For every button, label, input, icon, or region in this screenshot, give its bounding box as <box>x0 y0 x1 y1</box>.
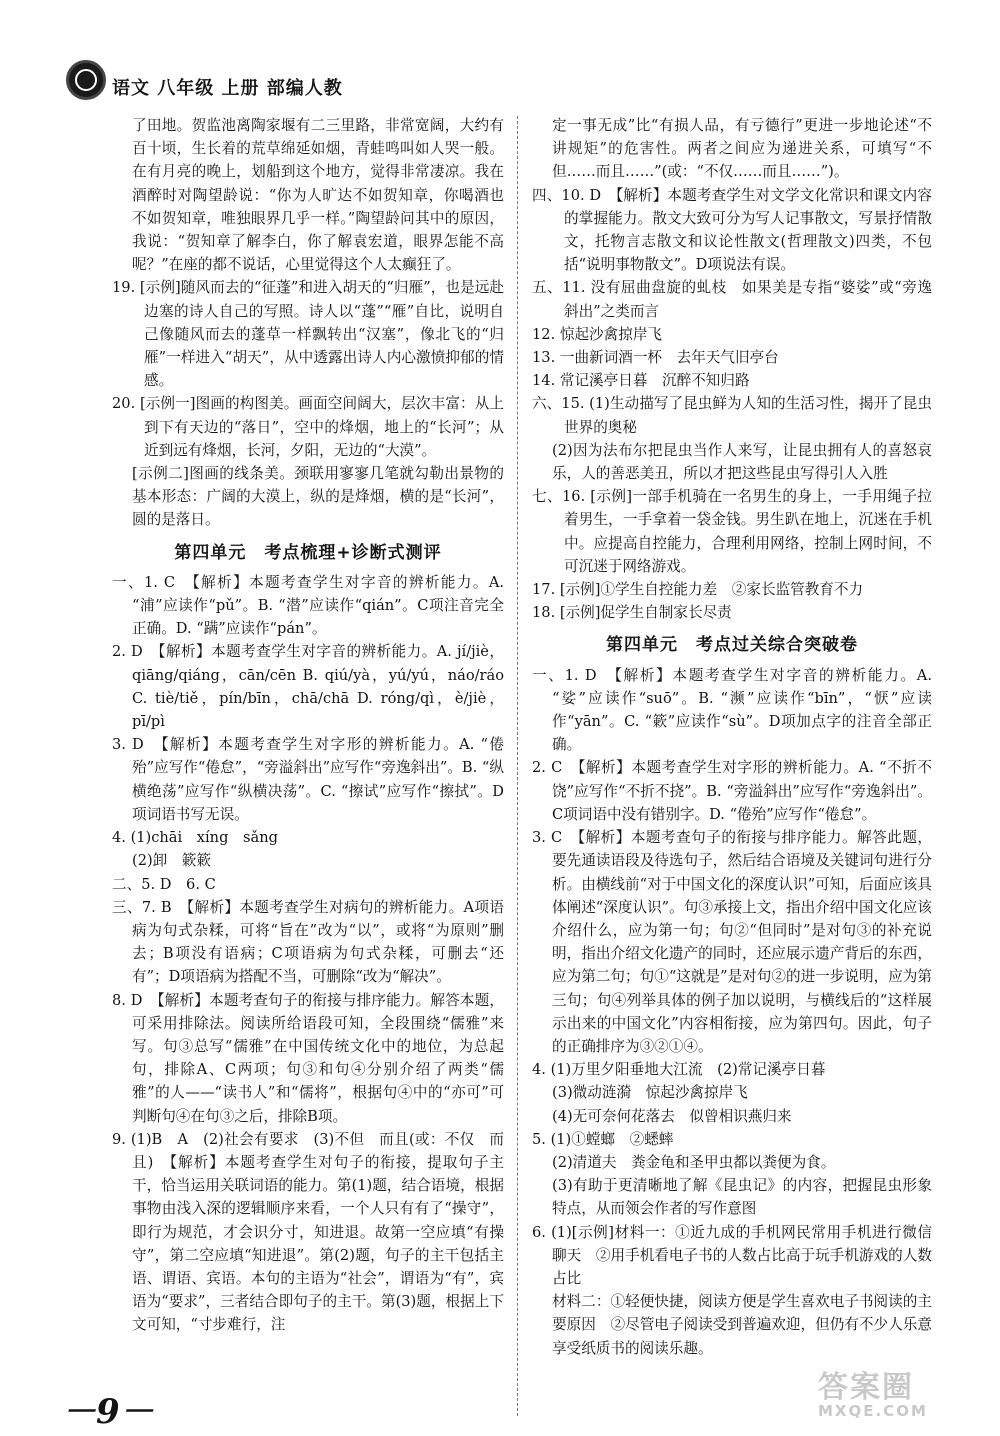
brand-logo-icon <box>66 60 106 100</box>
answer-paragraph: 一、1. D 【解析】本题考查学生对字音的辨析能力。A. “娑”应读作“suō”。B. “濒”应读作“bīn”，“恹”应读作“yān”。C. “簌”应读作“sù”。D项加点字的注音全部正确。 <box>532 666 932 754</box>
answer-paragraph: 17. [示例]①学生自控能力差 ②家长监管教育不力 <box>532 581 864 599</box>
watermark-url: MXQE.COM <box>818 1402 928 1420</box>
answer-paragraph: 20. [示例一]图画的构图美。画面空间阔大，层次丰富：从上到下有天边的“落日”，空中的烽烟，地上的“长河”；从近到远有烽烟，长河，夕阳，无边的“大漠”。 <box>112 395 504 459</box>
answer-paragraph: 14. 常记溪亭日暮 沉醉不知归路 <box>532 372 750 390</box>
answer-paragraph: 8. D 【解析】本题考查句子的衔接与排序能力。解答本题，可采用排除法。阅读所给语段可知，全段围绕“儒雅”来写。句③总写“儒雅”在中国传统文化中的地位，为总起句，排除A、C两项；句③和句④分别介绍了两类“儒雅”的人——“读书人”和“儒将”，根据句④中的“亦可”可判断句④在句③之后，排除B项。 <box>112 991 504 1125</box>
answer-paragraph: 三、7. B 【解析】本题考查学生对病句的辨析能力。A项语病为句式杂糅，可将“旨在”改为“以”，或将“为原则”删去；B项没有语病；C项语病为句式杂糅，可删去“还有”；D项语病为搭配不当，可删除“改为“解决”。 <box>112 898 504 986</box>
answer-paragraph: 3. D 【解析】本题考查学生对字形的辨析能力。A. “倦殆”应写作“倦怠”，“旁溢斜出”应写作“旁逸斜出”。B. “纵横绝荡”应写作“纵横决荡”。C. “擦试”应写作“擦拭”。D项词语书写无误。 <box>112 736 504 823</box>
right-column <box>532 114 932 1360</box>
answer-paragraph: 9. (1)B A (2)社会有要求 (3)不但 而且(或：不仅 而且) 【解析】本题考查学生对句子的衔接，提取句子主干，恰当运用关联词语的能力。第(1)题，结合语境，根据事物由浅入深的逻辑顺序来看，一个人只有有了“操守”，即行为规范，才会识分寸，知进退。故第一空应填“有操守”，第二空应填“知进退”。第(2)题，句子的主干包括主语、谓语、宾语。本句的主语为“社会”，谓语为“有”，宾语为“要求”，三者结合即句子的主干。第(3)题，根据上下文可知，“寸步难行，注 <box>112 1130 504 1334</box>
answer-paragraph: 2. D 【解析】本题考查学生对字音的辨析能力。A. jí/jiè，qiāng/qiáng，cān/cēn B. qiú/yà，yú/yú，náo/ráo C. tiè/tiě，pín/bīn，chā/chā D. róng/qì，è/jiè，pī/pì <box>112 643 504 731</box>
answer-paragraph: (2)清道夫 粪金龟和圣甲虫都以粪便为食。 <box>552 1153 836 1171</box>
answer-paragraph: (3)有助于更清晰地了解《昆虫记》的内容，把握昆虫形象特点，从而领会作者的写作意图 <box>552 1177 932 1218</box>
page-number: －9－ <box>62 1392 154 1432</box>
left-column <box>112 114 504 1337</box>
answer-paragraph: 18. [示例]促学生自制家长尽责 <box>532 604 732 622</box>
answer-paragraph: 4. (1)万里夕阳垂地大江流 (2)常记溪亭日暮 <box>532 1061 826 1079</box>
answer-paragraph: 6. (1)[示例]材料一：①近九成的手机网民常用手机进行微信聊天 ②用手机看电子书的人数占比高于玩手机游戏的人数占比 <box>532 1223 932 1287</box>
answer-paragraph: 12. 惊起沙禽掠岸飞 <box>532 325 663 343</box>
answer-paragraph: 二、5. D 6. C <box>112 875 216 893</box>
answer-paragraph: 材料二：①轻便快捷，阅读方便是学生喜欢电子书阅读的主要原因 ②尽管电子阅读受到普遍欢迎，但仍有不少人乐意享受纸质书的阅读乐趣。 <box>552 1293 932 1357</box>
answer-paragraph: (2)因为法布尔把昆虫当作人来写，让昆虫拥有人的喜怒哀乐，人的善恶美丑，所以才把这些昆虫写得引人入胜 <box>552 441 932 483</box>
answer-paragraph: (2)卸 簌簌 <box>132 852 212 870</box>
watermark-logo: 答案圈 <box>818 1370 914 1405</box>
answer-paragraph: 一、1. C 【解析】本题考查学生对字音的辨析能力。A. “浦”应读作“pǔ”。B. “潜”应读作“qián”。C项注音完全正确。D. “蹒”应读作“pán”。 <box>112 573 504 638</box>
answer-paragraph: 5. (1)①螳螂 ②蟋蟀 <box>532 1130 674 1148</box>
answer-paragraph: 四、10. D 【解析】本题考查学生对文学文化常识和课文内容的掌握能力。散文大致可分为写人记事散文，写景抒情散文，托物言志散文和议论性散文(哲理散文)四类，不包括“说明事物散文”。D项说法有误。 <box>532 186 932 274</box>
answer-paragraph: 13. 一曲新词酒一杯 去年天气旧亭台 <box>532 349 779 367</box>
answer-paragraph: 了田地。贺监池离陶家堰有二三里路，非常宽阔，大约有百十顷，生长着的荒草绵延如烟，青蛙鸣叫如人哭一般。在有月亮的晚上，划船到这个地方，觉得非常凄凉。我在酒醉时对陶望龄说：“你为人旷达不如贺知章，你喝酒也不如贺知章，唯独眼界几乎一样。”陶望龄问其中的原因，我说：“贺知章了解李白，你了解袁宏道，眼界怎能不高呢？”在座的都不说话，心里觉得这个人太癫狂了。 <box>132 117 504 274</box>
answer-paragraph: 七、16. [示例]一部手机骑在一名男生的身上，一手用绳子拉着男生，一手拿着一袋金钱。男生趴在地上，沉迷在手机中。应提高自控能力，合理利用网络，控制上网时间，不可沉迷于网络游戏。 <box>532 488 932 575</box>
answer-paragraph: [示例二]图画的线条美。颈联用寥寥几笔就勾勒出景物的基本形态：广阔的大漠上，纵的是烽烟，横的是“长河”，圆的是落日。 <box>132 465 504 529</box>
answer-paragraph: 4. (1)chāi xíng sǎng <box>112 829 278 847</box>
answer-paragraph: (4)无可奈何花落去 似曾相识燕归来 <box>552 1107 792 1125</box>
answer-paragraph: (3)微动涟漪 惊起沙禽掠岸飞 <box>552 1084 748 1102</box>
answer-paragraph: 2. C 【解析】本题考查学生对字形的辨析能力。A. “不折不饶”应写作“不折不挠”。B. “旁溢斜出”应写作“旁逸斜出”。C项词语中没有错别字。D. “倦殆”应写作“倦怠”。 <box>532 759 932 823</box>
unit-heading: 第四单元 考点过关综合突破卷 <box>606 635 858 656</box>
page-header <box>0 0 1000 110</box>
answer-paragraph: 19. [示例]随风而去的“征蓬”和进入胡天的“归雁”，也是远赴边塞的诗人自己的写照。诗人以“蓬”“雁”自比，说明自己像随风而去的蓬草一样飘转出“汉塞”，像北飞的“归雁”一样进入“胡天”，从中透露出诗人内心激愤抑郁的情感。 <box>112 279 504 390</box>
book-title: 语文 八年级 上册 部编人教 <box>112 78 343 99</box>
answer-paragraph: 定一事无成”比“有损人品，有亏德行”更进一步地论述“不讲规矩”的危害性。两者之间应为递进关系，可填写“不但……而且……”(或：“不仅……而且……”)。 <box>552 117 932 181</box>
answer-paragraph: 六、15. (1)生动描写了昆虫鲜为人知的生活习性，揭开了昆虫世界的奥秘 <box>532 395 932 436</box>
unit-heading: 第四单元 考点梳理+诊断式测评 <box>174 542 442 563</box>
answer-paragraph: 3. C 【解析】本题考查句子的衔接与排序能力。解答此题，要先通读语段及待选句子，然后结合语境及关键词句进行分析。由横线前“对于中国文化的深度认识”可知，后面应该具体阐述“深度认识”。句③承接上文，指出介绍中国文化应该介绍什么，应为第一句；句②“但同时”是对句③的补充说明，指出介绍文化遗产的同时，还应展示遗产背后的东西，应为第二句；句①“这就是”是对句②的进一步说明，应为第三句；句④列举具体的例子加以说明，与横线后的“这样展示出来的中国文化”内容相衔接，应为第四句。因此，句子的正确排序为③②①④。 <box>532 829 932 1055</box>
watermark <box>818 1362 978 1428</box>
column-divider <box>517 116 518 1416</box>
answer-paragraph: 五、11. 没有屈曲盘旋的虬枝 如果美是专指“婆娑”或“旁逸斜出”之类而言 <box>532 279 932 320</box>
